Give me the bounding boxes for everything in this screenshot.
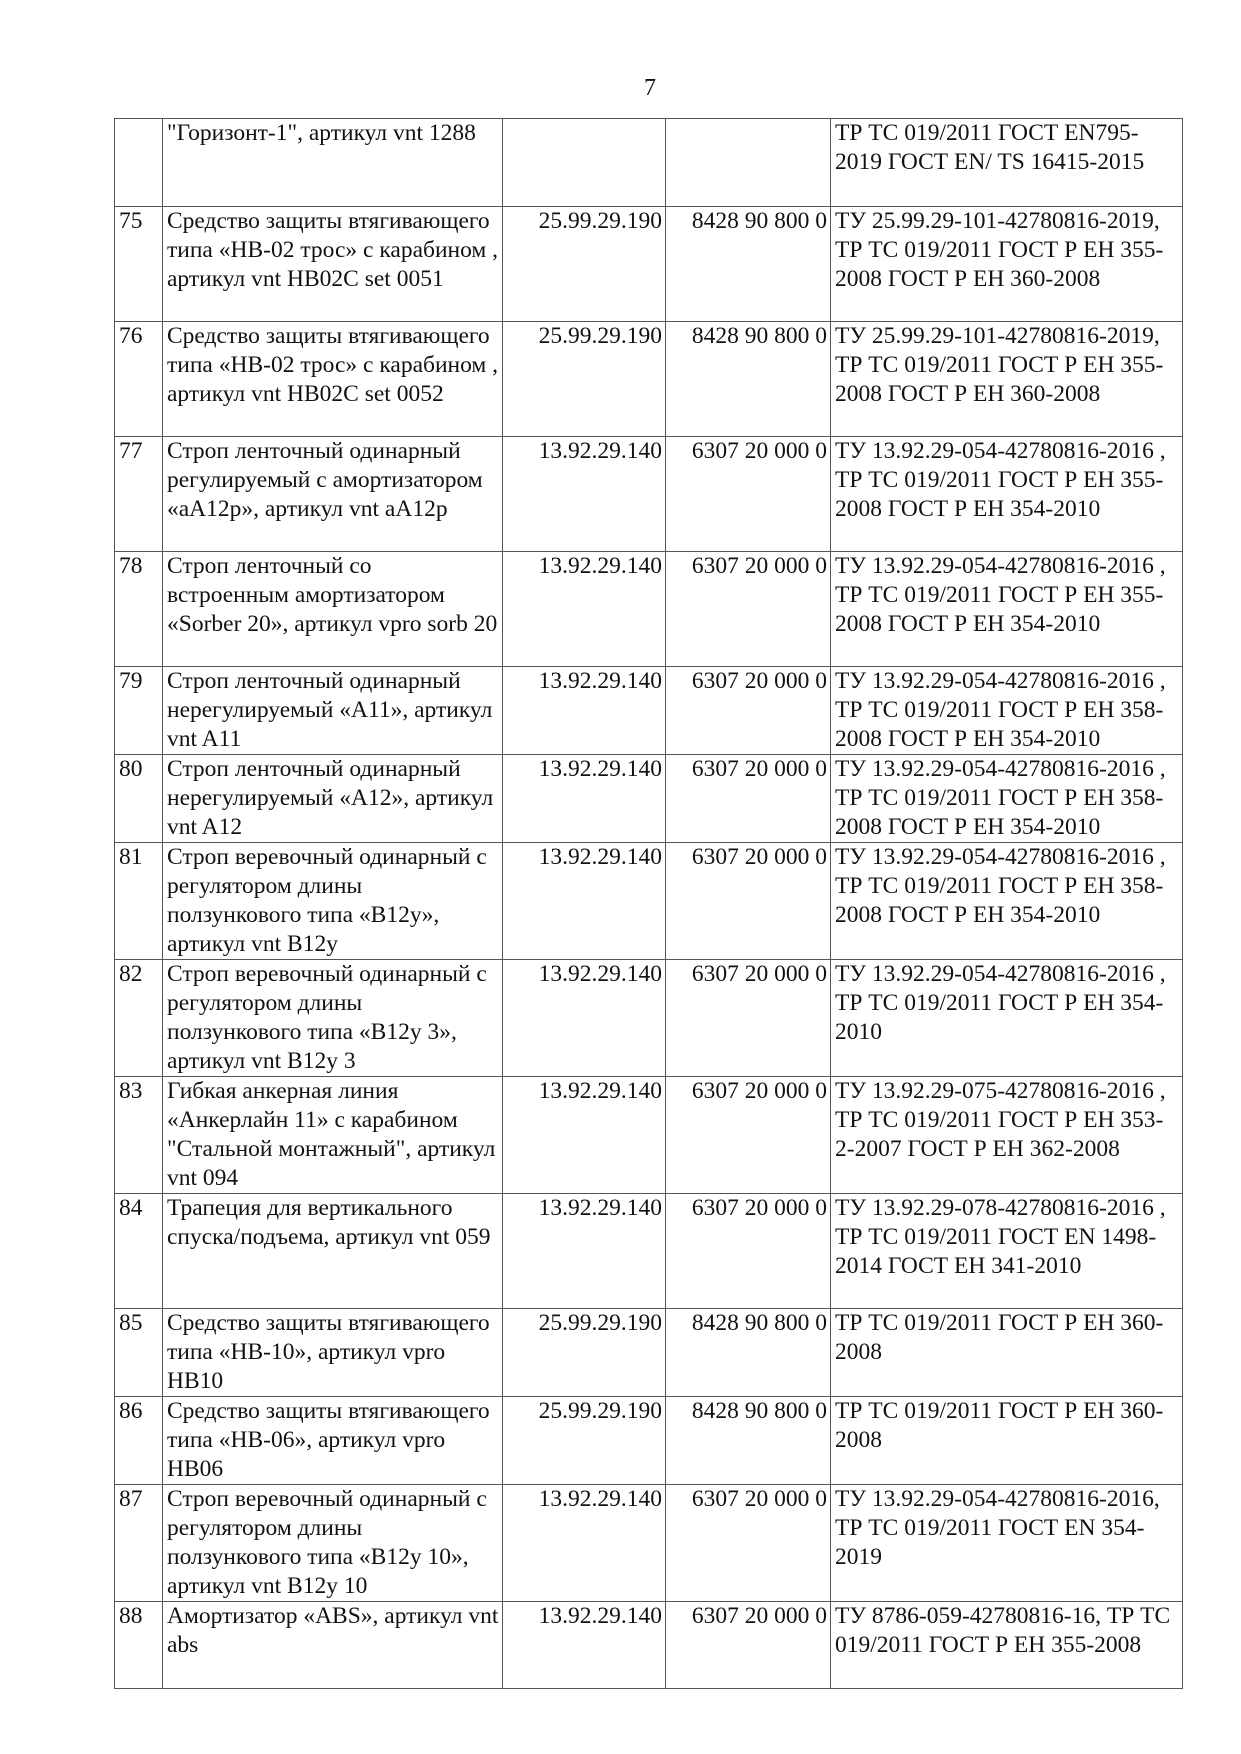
tnved-code: 8428 90 800 0: [666, 322, 831, 437]
okpd-code: 13.92.29.140: [503, 1077, 666, 1194]
row-number: 85: [115, 1309, 163, 1397]
standards: ТУ 13.92.29-054-42780816-2016 , ТР ТС 019/2011 ГОСТ Р ЕН 358-2008 ГОСТ Р ЕН 354-2010: [831, 755, 1183, 843]
row-number: 84: [115, 1194, 163, 1309]
table-row: [115, 437, 1183, 552]
tnved-code: 6307 20 000 0: [666, 1485, 831, 1602]
row-number: 77: [115, 437, 163, 552]
table-row: [115, 1485, 1183, 1602]
table-row: [115, 960, 1183, 1077]
product-name: Строп ленточный со встроенным амортизатором «Sorber 20», артикул vpro sorb 20: [163, 552, 503, 667]
product-name: Строп ленточный одинарный нерегулируемый «A12», артикул vnt A12: [163, 755, 503, 843]
tnved-code: 8428 90 800 0: [666, 207, 831, 322]
row-number: 82: [115, 960, 163, 1077]
row-number: 81: [115, 843, 163, 960]
product-name: Средство защиты втягивающего типа «HB-02 трос» с карабином , артикул vnt HB02C set 0052: [163, 322, 503, 437]
standards: ТУ 13.92.29-075-42780816-2016 , ТР ТС 019/2011 ГОСТ Р ЕН 353-2-2007 ГОСТ Р ЕН 362-2008: [831, 1077, 1183, 1194]
table-row: [115, 322, 1183, 437]
standards: ТУ 13.92.29-078-42780816-2016 , ТР ТС 019/2011 ГОСТ EN 1498-2014 ГОСТ ЕН 341-2010: [831, 1194, 1183, 1309]
standards: ТУ 13.92.29-054-42780816-2016, ТР ТС 019/2011 ГОСТ EN 354-2019: [831, 1485, 1183, 1602]
standards: ТУ 13.92.29-054-42780816-2016 , ТР ТС 019/2011 ГОСТ Р ЕН 358-2008 ГОСТ Р ЕН 354-2010: [831, 843, 1183, 960]
table-row: [115, 1194, 1183, 1309]
tnved-code: 8428 90 800 0: [666, 1309, 831, 1397]
standards: ТР ТС 019/2011 ГОСТ Р ЕН 360-2008: [831, 1309, 1183, 1397]
product-name: Строп ленточный одинарный регулируемый с амортизатором «aA12p», артикул vnt aA12p: [163, 437, 503, 552]
okpd-code: 13.92.29.140: [503, 1602, 666, 1689]
row-number: 87: [115, 1485, 163, 1602]
okpd-code: 13.92.29.140: [503, 960, 666, 1077]
tnved-code: 6307 20 000 0: [666, 1602, 831, 1689]
table-row: [115, 552, 1183, 667]
okpd-code: 25.99.29.190: [503, 322, 666, 437]
standards: ТУ 25.99.29-101-42780816-2019, ТР ТС 019/2011 ГОСТ Р ЕН 355-2008 ГОСТ Р ЕН 360-2008: [831, 207, 1183, 322]
tnved-code: 6307 20 000 0: [666, 667, 831, 755]
standards: ТУ 8786-059-42780816-16, ТР ТС 019/2011 ГОСТ Р ЕН 355-2008: [831, 1602, 1183, 1689]
row-number: 75: [115, 207, 163, 322]
okpd-code: 13.92.29.140: [503, 552, 666, 667]
product-name: Средство защиты втягивающего типа «HB-10», артикул vpro HB10: [163, 1309, 503, 1397]
row-number: 79: [115, 667, 163, 755]
standards: ТР ТС 019/2011 ГОСТ Р ЕН 360-2008: [831, 1397, 1183, 1485]
standards: ТУ 13.92.29-054-42780816-2016 , ТР ТС 019/2011 ГОСТ Р ЕН 358-2008 ГОСТ Р ЕН 354-2010: [831, 667, 1183, 755]
row-number: [115, 119, 163, 207]
certification-table: [114, 118, 1183, 1689]
tnved-code: 6307 20 000 0: [666, 1077, 831, 1194]
table-row: [115, 667, 1183, 755]
row-number: 86: [115, 1397, 163, 1485]
product-name: "Горизонт-1", артикул vnt 1288: [163, 119, 503, 207]
okpd-code: 13.92.29.140: [503, 843, 666, 960]
tnved-code: 6307 20 000 0: [666, 552, 831, 667]
table-row: [115, 1309, 1183, 1397]
tnved-code: 6307 20 000 0: [666, 1194, 831, 1309]
tnved-code: 8428 90 800 0: [666, 1397, 831, 1485]
okpd-code: [503, 119, 666, 207]
okpd-code: 13.92.29.140: [503, 437, 666, 552]
standards: ТУ 25.99.29-101-42780816-2019, ТР ТС 019/2011 ГОСТ Р ЕН 355-2008 ГОСТ Р ЕН 360-2008: [831, 322, 1183, 437]
table-row: [115, 119, 1183, 207]
okpd-code: 25.99.29.190: [503, 1309, 666, 1397]
standards: ТУ 13.92.29-054-42780816-2016 , ТР ТС 019/2011 ГОСТ Р ЕН 355-2008 ГОСТ Р ЕН 354-2010: [831, 552, 1183, 667]
okpd-code: 13.92.29.140: [503, 1194, 666, 1309]
product-name: Средство защиты втягивающего типа «HB-02 трос» с карабином , артикул vnt HB02C set 0051: [163, 207, 503, 322]
product-name: Трапеция для вертикального спуска/подъема, артикул vnt 059: [163, 1194, 503, 1309]
standards: ТР ТС 019/2011 ГОСТ EN795-2019 ГОСТ EN/ TS 16415-2015: [831, 119, 1183, 207]
product-name: Строп веревочный одинарный с регулятором длины ползункового типа «B12y 10», артикул vnt B12y 10: [163, 1485, 503, 1602]
table-row: [115, 1397, 1183, 1485]
row-number: 78: [115, 552, 163, 667]
page-number: 7: [644, 75, 656, 101]
product-name: Строп веревочный одинарный с регулятором длины ползункового типа «B12y 3», артикул vnt B12y 3: [163, 960, 503, 1077]
row-number: 88: [115, 1602, 163, 1689]
tnved-code: 6307 20 000 0: [666, 843, 831, 960]
product-name: Строп веревочный одинарный с регулятором длины ползункового типа «B12y», артикул vnt B12y: [163, 843, 503, 960]
product-name: Строп ленточный одинарный нерегулируемый «A11», артикул vnt A11: [163, 667, 503, 755]
tnved-code: 6307 20 000 0: [666, 437, 831, 552]
okpd-code: 25.99.29.190: [503, 207, 666, 322]
tnved-code: [666, 119, 831, 207]
okpd-code: 13.92.29.140: [503, 1485, 666, 1602]
table-row: [115, 843, 1183, 960]
standards: ТУ 13.92.29-054-42780816-2016 , ТР ТС 019/2011 ГОСТ Р ЕН 355-2008 ГОСТ Р ЕН 354-2010: [831, 437, 1183, 552]
okpd-code: 25.99.29.190: [503, 1397, 666, 1485]
table-row: [115, 755, 1183, 843]
okpd-code: 13.92.29.140: [503, 667, 666, 755]
product-name: Амортизатор «ABS», артикул vnt abs: [163, 1602, 503, 1689]
table-row: [115, 207, 1183, 322]
row-number: 83: [115, 1077, 163, 1194]
product-name: Средство защиты втягивающего типа «HB-06», артикул vpro HB06: [163, 1397, 503, 1485]
product-name: Гибкая анкерная линия «Анкерлайн 11» с карабином "Стальной монтажный", артикул vnt 094: [163, 1077, 503, 1194]
table-row: [115, 1602, 1183, 1689]
table-row: [115, 1077, 1183, 1194]
tnved-code: 6307 20 000 0: [666, 755, 831, 843]
row-number: 76: [115, 322, 163, 437]
tnved-code: 6307 20 000 0: [666, 960, 831, 1077]
okpd-code: 13.92.29.140: [503, 755, 666, 843]
row-number: 80: [115, 755, 163, 843]
standards: ТУ 13.92.29-054-42780816-2016 , ТР ТС 019/2011 ГОСТ Р ЕН 354-2010: [831, 960, 1183, 1077]
